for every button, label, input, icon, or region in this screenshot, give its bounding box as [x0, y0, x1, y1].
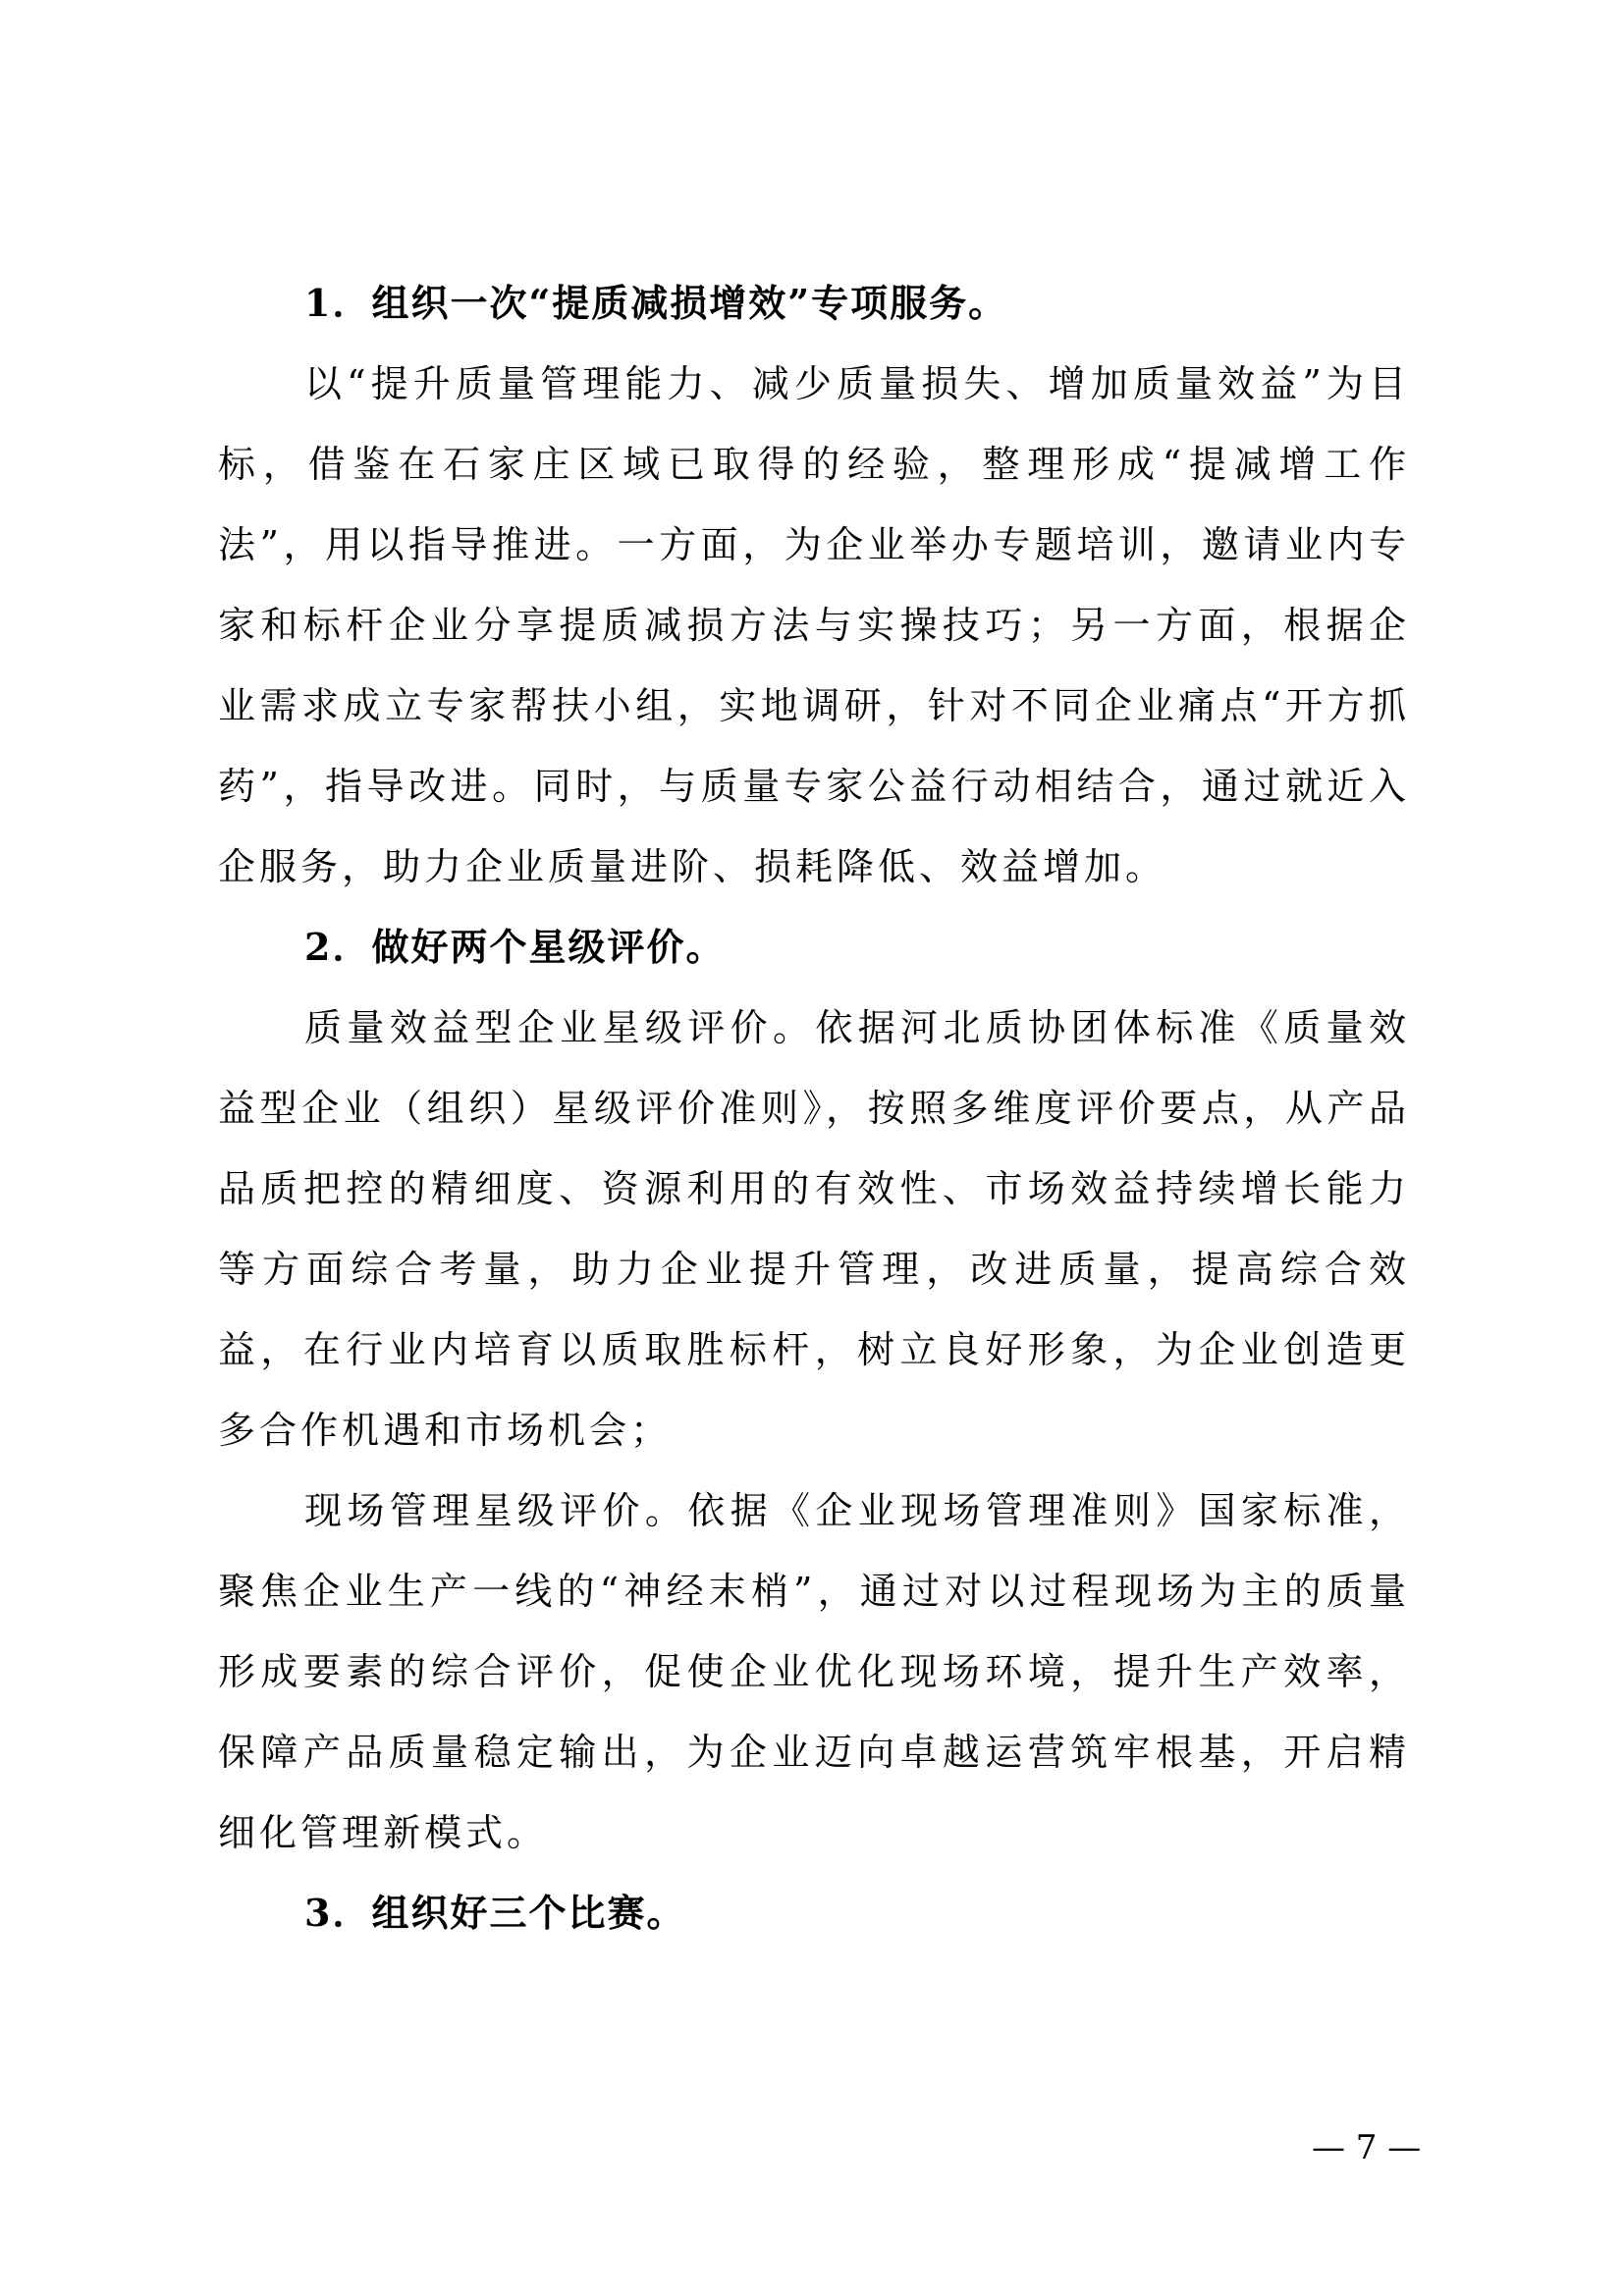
section-2-paragraph-2: 现场管理星级评价。依据《企业现场管理准则》国家标准，聚焦企业生产一线的“神经末梢”，通过对以过程现场为主的质量形成要素的综合评价，促使企业优化现场环境，提升生产效率，保障产品质量稳定输出，为企业迈向卓越运营筑牢根基，开启精细化管理新模式。: [218, 1489, 1410, 1854]
document-body: [218, 263, 1410, 1953]
section-2-paragraph-1: 质量效益型企业星级评价。依据河北质协团体标准《质量效益型企业（组织）星级评价准则》，按照多维度评价要点，从产品品质把控的精细度、资源利用的有效性、市场效益持续增长能力等方面综合考量，助力企业提升管理，改进质量，提高综合效益，在行业内培育以质取胜标杆，树立良好形象，为企业创造更多合作机遇和市场机会；: [218, 1006, 1410, 1452]
page-number: — 7 —: [1312, 2128, 1422, 2167]
section-1-paragraph: 以“提升质量管理能力、减少质量损失、增加质量效益”为目标，借鉴在石家庄区域已取得的经验，整理形成“提减增工作法”，用以指导推进。一方面，为企业举办专题培训，邀请业内专家和标杆企业分享提质减损方法与实操技巧；另一方面，根据企业需求成立专家帮扶小组，实地调研，针对不同企业痛点“开方抓药”，指导改进。同时，与质量专家公益行动相结合，通过就近入企服务，助力企业质量进阶、损耗降低、效益增加。: [218, 362, 1410, 888]
section-1-heading: 1．组织一次“提质减损增效”专项服务。: [304, 281, 1008, 325]
section-2-heading: 2．做好两个星级评价。: [304, 925, 726, 969]
section-3-heading: 3．组织好三个比赛。: [304, 1891, 686, 1935]
